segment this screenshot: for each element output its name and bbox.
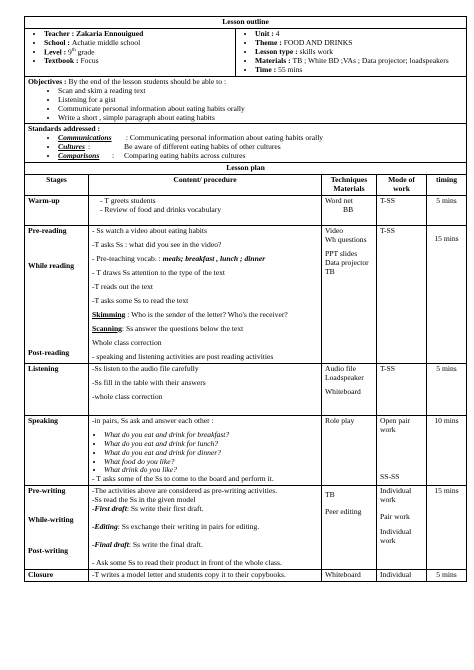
mode-line: SS-SS bbox=[380, 471, 400, 481]
tech-line: TB bbox=[325, 266, 335, 276]
reading-stages bbox=[25, 226, 89, 364]
writing-stages bbox=[25, 486, 89, 570]
writing-tech bbox=[322, 486, 377, 570]
closure-time: 5 mins bbox=[427, 570, 467, 582]
lesson-type-item: • Lesson type : skills work bbox=[255, 48, 463, 57]
stage-warmup: Warm-up bbox=[25, 196, 89, 226]
tech-line: Whiteboard bbox=[325, 386, 361, 396]
content-line: -The activities above are considered as pre-writing activities. bbox=[92, 486, 278, 496]
header-techniques: Techniques Materials bbox=[322, 175, 377, 196]
content-line: - T greets students bbox=[100, 196, 156, 206]
objective-item: • Scan and skim a reading text bbox=[58, 87, 463, 96]
tech-line: Word net bbox=[325, 196, 353, 206]
school-item: • School : Achatie middle school bbox=[44, 39, 232, 48]
content-line: -T asks Ss : what did you see in the video? bbox=[92, 240, 222, 250]
warmup-content bbox=[89, 196, 322, 226]
standards-label: Standards addressed : bbox=[28, 124, 101, 134]
content-line: -Ss fill in the table with their answers bbox=[92, 377, 206, 387]
content-line: Whole class correction bbox=[92, 337, 162, 347]
speaking-question: • What do you eat and drink for dinner? bbox=[104, 449, 318, 458]
header-timing: timing bbox=[427, 175, 467, 196]
listening-tech bbox=[322, 363, 377, 415]
mode-line: Pair work bbox=[380, 512, 410, 522]
content-line: -whole class correction bbox=[92, 391, 163, 401]
speaking-question: • What food do you like? bbox=[104, 458, 318, 467]
outline-title: Lesson outline bbox=[25, 17, 467, 29]
objective-item: • Listening for a gist bbox=[58, 96, 463, 105]
tech-line: BB bbox=[343, 205, 354, 215]
content-line: - Ss watch a video about eating habits bbox=[92, 226, 207, 236]
reading-content bbox=[89, 226, 322, 364]
header-mode: Mode of work bbox=[377, 175, 427, 196]
theme-item: • Theme : FOOD AND DRINKS bbox=[255, 39, 463, 48]
content-line: -T asks some Ss to read the text bbox=[92, 295, 189, 305]
skimming-line: Skimming : Who is the sender of the letter? Who's the receiver? bbox=[92, 309, 288, 319]
standard-item: • Communications : Communicating personal information about eating habits orally bbox=[58, 134, 463, 143]
stage-while-reading: While reading bbox=[28, 261, 75, 271]
objectives-intro: By the end of the lesson students should be able to : bbox=[68, 76, 227, 86]
reading-tech bbox=[322, 226, 377, 364]
tech-line: Peer editing bbox=[325, 507, 362, 517]
speaking-question: • What drink do you like? bbox=[104, 466, 318, 475]
outline-left bbox=[25, 28, 236, 76]
outline-right bbox=[236, 28, 467, 76]
content-line: -First draft: Ss write their first draft. bbox=[92, 504, 204, 514]
speaking-question: • What do you eat and drink for breakfast? bbox=[104, 431, 318, 440]
writing-mode bbox=[377, 486, 427, 570]
speaking-question: • What do you eat and drink for lunch? bbox=[104, 440, 318, 449]
scanning-line: Scanning: Ss answer the questions below the text bbox=[92, 323, 244, 333]
objectives-cell bbox=[25, 76, 467, 124]
content-line: -Editing: Ss exchange their writing in pairs for editing. bbox=[92, 522, 260, 532]
stage-listening: Listening bbox=[25, 363, 89, 415]
unit-item: • Unit : 4 bbox=[255, 30, 463, 39]
content-line: - T draws Ss attention to the type of the text bbox=[92, 268, 226, 278]
lesson-document bbox=[24, 16, 467, 582]
stage-pre-reading: Pre-reading bbox=[28, 226, 67, 236]
closure-content: -T writes a model letter and students copy it to their copybooks. bbox=[89, 570, 322, 582]
reading-time: 15 mins bbox=[434, 234, 459, 244]
objectives-label: Objectives : bbox=[28, 76, 69, 86]
level-item: • Level : 9th grade bbox=[44, 48, 232, 57]
content-line: -Ss listen to the audio file carefully bbox=[92, 363, 199, 373]
content-line: - speaking and listening activities are post reading activities bbox=[92, 351, 274, 361]
writing-time: 15 mins bbox=[427, 486, 467, 570]
listening-time: 5 mins bbox=[427, 363, 467, 415]
plan-title: Lesson plan bbox=[25, 163, 467, 175]
mode-line: Individual work bbox=[380, 486, 412, 505]
closure-tech: Whiteboard bbox=[322, 570, 377, 582]
content-line: -in pairs, Ss ask and answer each other : bbox=[92, 415, 214, 425]
listening-mode: T-SS bbox=[377, 363, 427, 415]
writing-content bbox=[89, 486, 322, 570]
reading-time-cell bbox=[427, 226, 467, 364]
tech-line: Video bbox=[325, 226, 344, 236]
stage-closure: Closure bbox=[25, 570, 89, 582]
content-line: - Review of food and drinks vocabulary bbox=[100, 205, 222, 215]
reading-mode: T-SS bbox=[377, 226, 427, 364]
warmup-tech bbox=[322, 196, 377, 226]
listening-content bbox=[89, 363, 322, 415]
content-line: -Final draft: Ss write the final draft. bbox=[92, 540, 203, 550]
tech-line: Audio file bbox=[325, 363, 357, 373]
standard-item: • Comparisons:Comparing eating habits across cultures bbox=[58, 152, 463, 161]
warmup-time: 5 mins bbox=[427, 196, 467, 226]
stage-post-reading: Post-reading bbox=[28, 348, 70, 358]
textbook-item: • Textbook : Focus bbox=[44, 57, 232, 66]
stage-pre-writing: Pre-writing bbox=[28, 486, 66, 496]
warmup-mode: T-SS bbox=[377, 196, 427, 226]
content-line: - Pre-teaching vocab. : meals; breakfast , lunch ; dinner bbox=[92, 254, 266, 264]
speaking-content bbox=[89, 415, 322, 486]
time-item: • Time : 55 mins bbox=[255, 66, 463, 75]
materials-item: • Materials : TB ; White BD ;VAs ; Data projector; loadspeakers bbox=[255, 57, 463, 66]
objective-item: • Communicate personal information about eating habits orally bbox=[58, 105, 463, 114]
teacher-item: • Teacher : Zakaria Ennouigued bbox=[44, 30, 232, 39]
content-line: -Ss read the Ss in the given model bbox=[92, 495, 196, 505]
content-line: -T reads out the text bbox=[92, 281, 154, 291]
mode-line: Individual work bbox=[380, 527, 412, 546]
closure-mode: Individual bbox=[377, 570, 427, 582]
header-stages: Stages bbox=[25, 175, 89, 196]
content-line: - Ask some Ss to read their product in front of the whole class. bbox=[92, 558, 282, 568]
speaking-tech: Role play bbox=[322, 415, 377, 486]
tech-line: PPT slides bbox=[325, 249, 358, 259]
tech-line: Wh questions bbox=[325, 235, 367, 245]
tech-line: Loadspeaker bbox=[325, 372, 364, 382]
speaking-mode bbox=[377, 415, 427, 486]
objective-item: • Write a short , simple paragraph about eating habits bbox=[58, 114, 463, 123]
speaking-time: 10 mins bbox=[427, 415, 467, 486]
stage-while-writing: While-writing bbox=[28, 515, 74, 525]
content-line: - T asks some of the Ss to come to the board and perform it. bbox=[92, 474, 274, 484]
stage-post-writing: Post-writing bbox=[28, 546, 69, 556]
standard-item: • Cultures: Be aware of different eating habits of other cultures bbox=[58, 143, 463, 152]
header-content: Content/ procedure bbox=[89, 175, 322, 196]
standards-cell bbox=[25, 124, 467, 163]
stage-speaking: Speaking bbox=[25, 415, 89, 486]
tech-line: Data projector bbox=[325, 258, 369, 268]
mode-line: Open pair work bbox=[380, 415, 411, 434]
tech-line: TB bbox=[325, 490, 335, 500]
